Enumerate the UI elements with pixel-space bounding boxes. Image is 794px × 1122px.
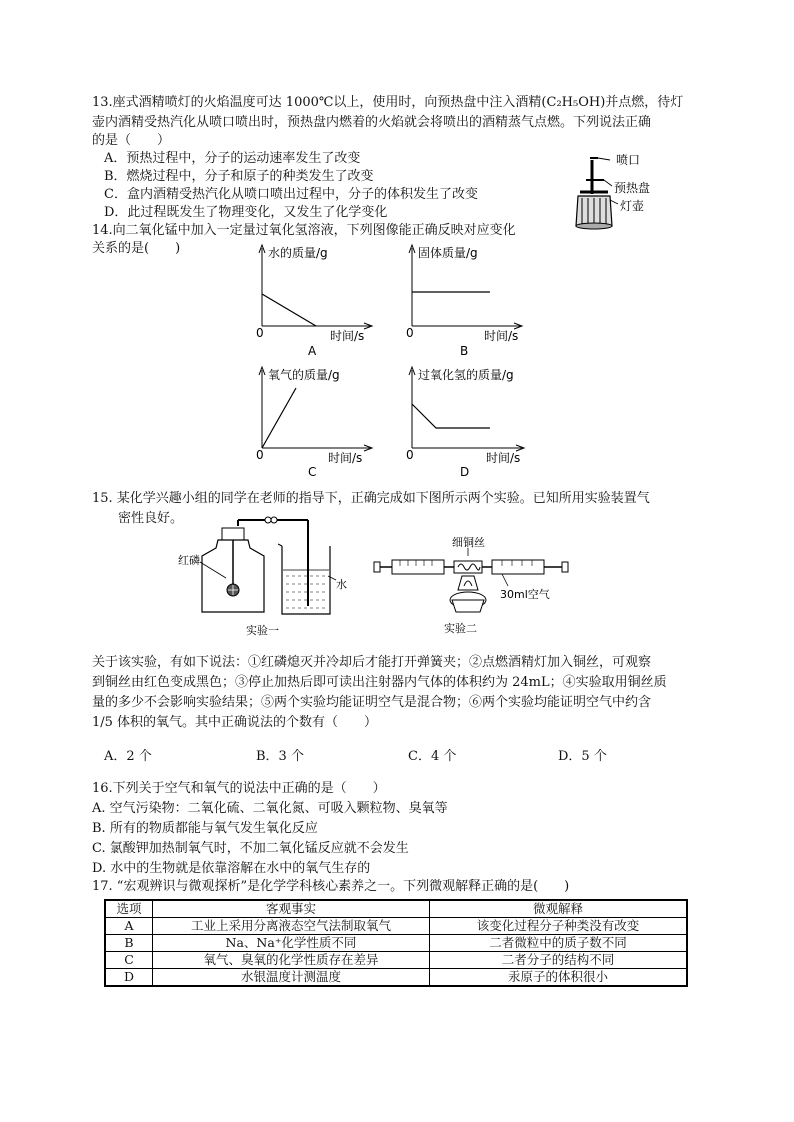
q13-option-b: B．燃烧过程中，分子和原子的种类发生了改变 xyxy=(104,169,374,184)
q16-option-b: B. 所有的物质都能与氧气发生氧化反应 xyxy=(92,821,318,836)
q15-body-line4: 1/5 体积的氧气。其中正确说法的个数有（ ） xyxy=(92,715,378,730)
q13-option-d: D．此过程既发生了物理变化，又发生了化学变化 xyxy=(104,205,388,220)
table-row xyxy=(105,969,687,987)
graph-b xyxy=(400,240,530,360)
graph-c xyxy=(250,362,380,478)
alcohol-burner-figure xyxy=(568,152,678,232)
table-header: 客观事实 xyxy=(153,900,430,918)
table-header-row xyxy=(105,900,687,918)
table-cell: B xyxy=(105,935,153,952)
graph-d-xlabel: 时间/s xyxy=(486,451,521,465)
table-cell: C xyxy=(105,952,153,969)
graph-d-ylabel: 过氧化氢的质量/g xyxy=(418,368,514,382)
graph-c-letter: C xyxy=(308,465,317,478)
graph-d-origin: 0 xyxy=(406,448,414,462)
graph-a-letter: A xyxy=(308,344,317,358)
q14-stem-line2: 关系的是( ) xyxy=(92,241,181,256)
q13-stem-line1: 13.座式酒精喷灯的火焰温度可达 1000℃以上，使用时，向预热盘中注入酒精(C₂H₅OH)并点燃，待灯 xyxy=(92,95,684,110)
table-cell: 汞原子的体积很小 xyxy=(430,969,688,987)
table-cell: 水银温度计测温度 xyxy=(153,969,430,987)
q14-stem-line1: 14.向二氧化锰中加入一定量过氧化氢溶液，下列图像能正确反映对应变化 xyxy=(92,223,516,238)
table-row xyxy=(105,952,687,969)
exp1-caption: 实验一 xyxy=(246,624,279,637)
graph-b-origin: 0 xyxy=(406,326,414,340)
q13-stem-line2: 壶内酒精受热汽化从喷口喷出时，预热盘内燃着的火焰就会将喷出的酒精蒸气点燃。下列说法正确 xyxy=(92,115,652,130)
experiment1-apparatus xyxy=(170,516,350,640)
graph-c-ylabel: 氧气的质量/g xyxy=(268,368,340,382)
exp2-label-air: 30ml空气 xyxy=(500,588,550,601)
table-cell: 二者微粒中的质子数不同 xyxy=(430,935,688,952)
q16-option-a: A. 空气污染物：二氧化硫、二氧化氮、可吸入颗粒物、臭氧等 xyxy=(92,801,448,816)
graph-d-curve xyxy=(412,404,490,428)
table-cell: A xyxy=(105,918,153,935)
exp1-label-water: 水 xyxy=(336,578,347,591)
graph-a-ylabel: 水的质量/g xyxy=(268,246,328,260)
q17-table xyxy=(104,899,688,987)
table-cell: 氧气、臭氧的化学性质存在差异 xyxy=(153,952,430,969)
table-header: 选项 xyxy=(105,900,153,918)
q16-option-d: D. 水中的生物就是依靠溶解在水中的氧气生存的 xyxy=(92,861,371,876)
graph-a-curve xyxy=(262,294,316,326)
burner-label-nozzle: 喷口 xyxy=(616,153,641,167)
q15-option-a: A．2 个 xyxy=(104,749,152,764)
exp1-label-phosphorus: 红磷 xyxy=(178,554,200,567)
table-cell: D xyxy=(105,969,153,987)
table-row xyxy=(105,918,687,935)
q16-option-c: C. 氯酸钾加热制氧气时，不加二氧化锰反应就不会发生 xyxy=(92,841,409,856)
q13-option-a: A．预热过程中，分子的运动速率发生了改变 xyxy=(104,151,361,166)
graph-a-xlabel: 时间/s xyxy=(330,329,365,343)
exp2-caption: 实验二 xyxy=(444,622,477,635)
q13-option-c: C．盒内酒精受热汽化从喷口喷出过程中，分子的体积发生了改变 xyxy=(104,187,478,202)
burner-label-preheat: 预热盘 xyxy=(614,181,651,195)
graph-c-xlabel: 时间/s xyxy=(328,451,363,465)
graph-d-letter: D xyxy=(460,465,470,478)
q15-option-b: B．3 个 xyxy=(256,749,304,764)
experiment2-apparatus xyxy=(372,528,582,640)
q15-option-d: D．5 个 xyxy=(558,749,607,764)
q15-stem-line1: 15. 某化学兴趣小组的同学在老师的指导下，正确完成如下图所示两个实验。已知所用实验装置气 xyxy=(92,491,650,506)
q15-body-line3: 量的多少不会影响实验结果；⑤两个实验均能证明空气是混合物；⑥两个实验均能证明空气中约含 xyxy=(92,695,652,710)
burner-label-pot: 灯壶 xyxy=(620,199,645,213)
graph-b-ylabel: 固体质量/g xyxy=(418,246,478,260)
q17-stem: 17. “宏观辨识与微观探析”是化学学科核心素养之一。下列微观解释正确的是( ) xyxy=(92,879,570,894)
q15-option-c: C．4 个 xyxy=(408,749,457,764)
graph-d xyxy=(400,362,540,478)
q16-stem: 16.下列关于空气和氧气的说法中正确的是（ ） xyxy=(92,781,386,796)
table-cell: 二者分子的结构不同 xyxy=(430,952,688,969)
table-cell: 工业上采用分离液态空气法制取氧气 xyxy=(153,918,430,935)
graph-b-letter: B xyxy=(460,344,469,358)
graph-a xyxy=(250,240,380,360)
table-cell: 该变化过程分子种类没有改变 xyxy=(430,918,688,935)
graph-b-xlabel: 时间/s xyxy=(484,329,519,343)
table-row xyxy=(105,935,687,952)
q15-body-line1: 关于该实验，有如下说法：①红磷熄灭并冷却后才能打开弹簧夹；②点燃酒精灯加入铜丝，可观察 xyxy=(92,655,652,670)
graph-a-origin: 0 xyxy=(256,326,264,340)
q15-body-line2: 到铜丝由红色变成黑色；③停止加热后即可读出注射器内气体的体积约为 24mL；④实验取用铜丝质 xyxy=(92,675,667,690)
q13-stem-line3: 的是（ ） xyxy=(92,133,171,148)
exp2-label-wire: 细铜丝 xyxy=(452,536,485,549)
graph-c-origin: 0 xyxy=(256,448,264,462)
table-cell: Na、Na⁺化学性质不同 xyxy=(153,935,430,952)
graph-c-curve xyxy=(262,388,296,448)
q15-stem-line2: 密性良好。 xyxy=(118,511,184,526)
table-header: 微观解释 xyxy=(430,900,688,918)
